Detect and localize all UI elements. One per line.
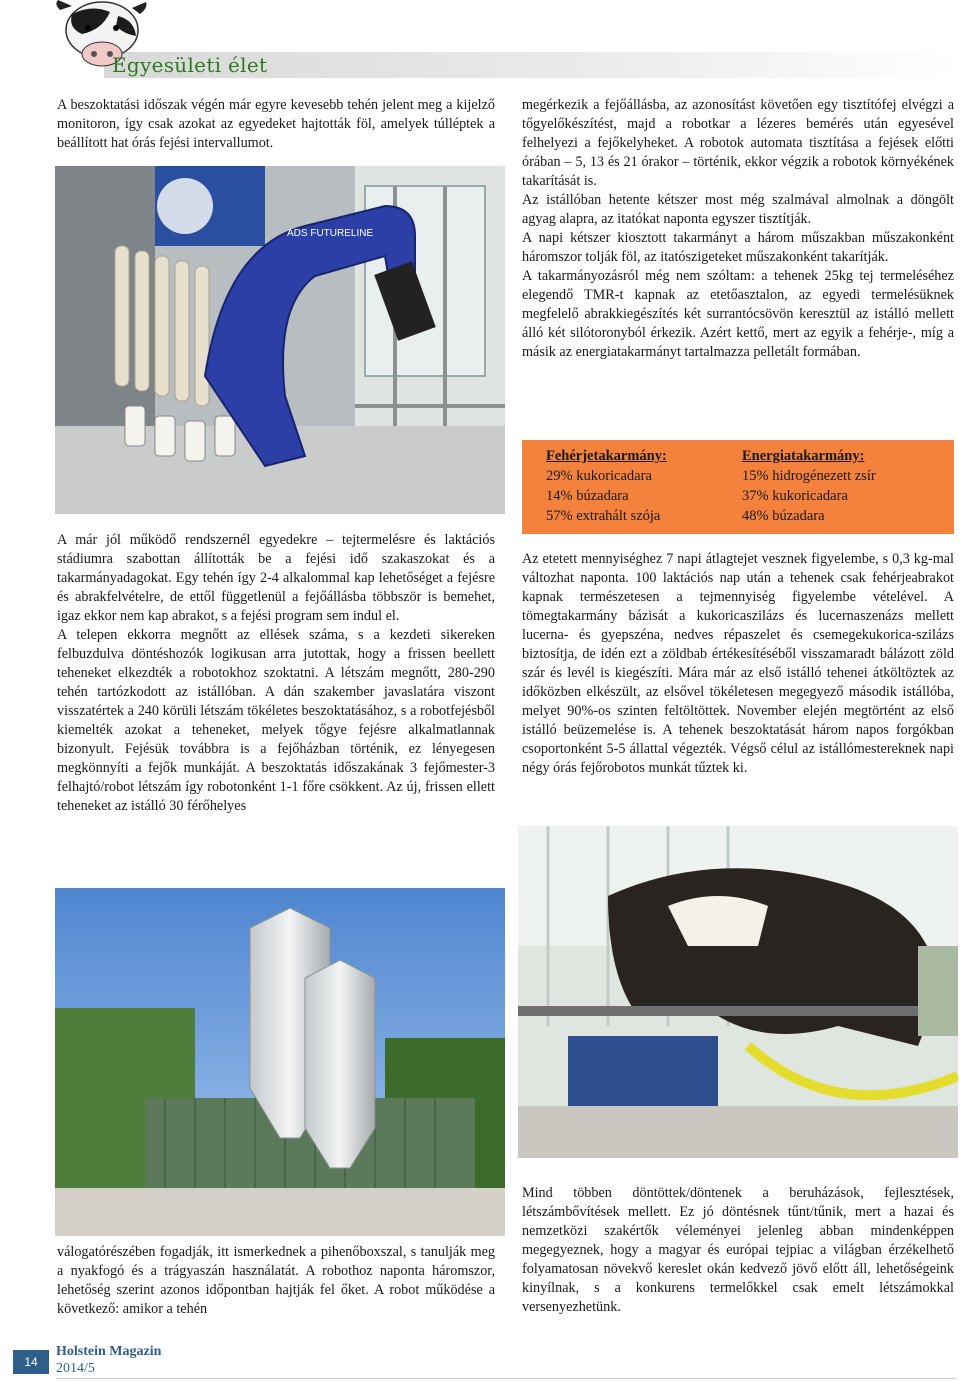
- feed-item: 15% hidrogénezett zsír: [742, 468, 876, 484]
- page-number: 14: [13, 1350, 49, 1374]
- paragraph: A telepen ekkorra megnőtt az ellések száma, s a kezdeti sikereken felbuzdulva döntéshozók logikusan arra jutottak, hogy a frissen beellett teheneket elkezdték a robotokhoz szoktatni. A létszám megnőtt, 280-290 tehén tartózkodott az istállóban. A dán szakember javaslatára viszont visszatértek a 240 körüli létszám tökéletes beszoktatásához, s a robotfejésből kiemelték azokat a teheneket, melyek tőgye fejésre alkalmatlannak bizonyult. Fejésük továbbra is a fejőházban történik, ez lényegesen megkönnyíti a fejők munkáját. A beszoktatás időszakának 3 fejőmester-3 felhajtó/robot létszám így robotonként 1-1 főre csökkent. Az új, frissen ellett teheneket az istálló 30 férőhelyes: [57, 627, 495, 814]
- feed-item: 48% búzadara: [742, 508, 825, 524]
- feed-item: 29% kukoricadara: [546, 468, 652, 484]
- magazine-issue: 2014/5: [56, 1361, 95, 1376]
- section-title: Egyesületi élet: [112, 53, 268, 77]
- right-bottom-text: [522, 1184, 954, 1317]
- feed-item: 57% extrahált szója: [546, 508, 661, 524]
- left-middle-text: [57, 531, 495, 816]
- paragraph: megérkezik a fejőállásba, az azonosítást követően egy tisztítófej elvégzi a tőgyelőkészítést, majd a robotkar a lézeres bemérés után egyesével felhelyezi a fejőkelyheket. A robotok automata tisztítása a fejések előtti órában – 5, 13 és 21 órakor – történik, ekkor végzik a robotok környékének takarítását is.: [522, 97, 954, 189]
- left-bottom-text: [57, 1243, 495, 1319]
- feed-item: 37% kukoricadara: [742, 488, 848, 504]
- paragraph: Az istállóban hetente kétszer most még szalmával almolnak a döngölt agyag alapra, az itatókat naponta egyszer tisztítják.: [522, 192, 954, 227]
- paragraph: válogatórészében fogadják, itt ismerkednek a pihenőboxszal, s tanulják meg a nyakfogó és a trágyaszán használatát. A robothoz naponta háromszor, lehetőség szerint azonos időpontban hajtják fel őket. A robot működése a következő: amikor a tehén: [57, 1244, 495, 1317]
- robot-label: ADS FUTURELINE: [287, 228, 374, 239]
- right-middle-text: [522, 550, 954, 778]
- paragraph: A már jól működő rendszernél egyedekre – tejtermelésre és laktációs stádiumra szabottan állították be a fejési idő szakaszokat és a takarmányadagokat. Egy tehén így 2-4 alkalommal kap lehetőséget a fejésre és abrakfelvételre, de ettől függetlenül a fejőállásba többször is bemehet, igaz ekkor nem kap abrakot, s a fejési program sem indul el.: [57, 532, 495, 624]
- protein-feed-column: [546, 446, 667, 526]
- silo-illustration: [55, 888, 505, 1236]
- paragraph: A beszoktatási időszak végén már egyre kevesebb tehén jelent meg a kijelző monitoron, így csak azokat az egyedeket hajtották föl, amelyek túlléptek a beállított hat órás fejési intervallumot.: [57, 97, 495, 151]
- footer-divider: [56, 1378, 956, 1379]
- magazine-info: [56, 1343, 161, 1377]
- cow-feeder-illustration: [518, 826, 958, 1158]
- feed-composition-box: [522, 440, 954, 534]
- right-top-text: [522, 96, 954, 362]
- robot-milking-photo: [55, 166, 505, 514]
- paragraph: A napi kétszer kiosztott takarmányt a három műszakban műszakonként háromszor tolják föl, az itatószigeteket műszakonként takarítják.: [522, 230, 954, 265]
- paragraph: A takarmányozásról még nem szóltam: a tehenek 25kg tej termeléséhez elegendő TMR-t kapnak az etetőasztalon, az egyedi termelésüknek megfelelő abrakkiegészítés két surrantócsövön keresztül az istálló mellett álló két silótoronyból érkezik. Azért kettő, mert az egyik a fehérje-, míg a másik az energiatakarmányt tartalmazza pelletált formában.: [522, 268, 954, 360]
- feed-item: 14% búzadara: [546, 488, 629, 504]
- silo-photo: [55, 888, 505, 1236]
- energy-feed-heading: Energiatakarmány:: [742, 448, 865, 464]
- left-top-text: [57, 96, 495, 153]
- paragraph: Az etetett mennyiséghez 7 napi átlagtejet vesznek figyelembe, s 0,3 kg-mal változhat naponta. 100 laktációs nap után a tehenek csak fehérjeabrakot kapnak természetesen a tejmennyiség figyelembe vételével. A tömegtakarmány bázisát a kukoricaszilázs és lucernaszenázs mellett lucerna- és gyepszéna, nedves répaszelet és csemegekukorica-szilázs biztosítja, de idén ezt a zöldbab értékesítéséből visszamaradt bálázott zöld szár és levél is kiegészíti. Mára már az első istálló tehenei átköltöztek az időközben elkészült, az elsővel tökéletesen megegyező második istállóba, melyet 90%-os szinten feltöltöttek. November elején megtörtént az első istálló beüzemelése is. A tehenek beszoktatását három napos forgókban csoportonként 5-5 állattal végezték. Végső célul az istállómestereknek napi négy órás fejőrobotos munkát tűztek ki.: [522, 551, 954, 776]
- robot-photo-illustration: [55, 166, 505, 514]
- paragraph: Mind többen döntöttek/döntenek a beruházások, fejlesztések, létszámbővítések mellett. Ez jó döntésnek tűnt/tűnik, mert a hazai és nemzetközi szakértők véleményei jelenleg abban mindenképpen megegyeznek, hogy a magyar és európai tejpiac a világban érzékelhető folyamatosan növekvő kereslet okán kedvező jövő előtt áll, lehetőségeink kinyílnak, s a konkurens termelőkkel csak emelt létszámokkal versenyezhetünk.: [522, 1185, 954, 1315]
- energy-feed-column: [742, 446, 876, 526]
- magazine-name: Holstein Magazin: [56, 1344, 162, 1359]
- protein-feed-heading: Fehérjetakarmány:: [546, 448, 667, 464]
- cow-feeder-photo: [518, 826, 958, 1158]
